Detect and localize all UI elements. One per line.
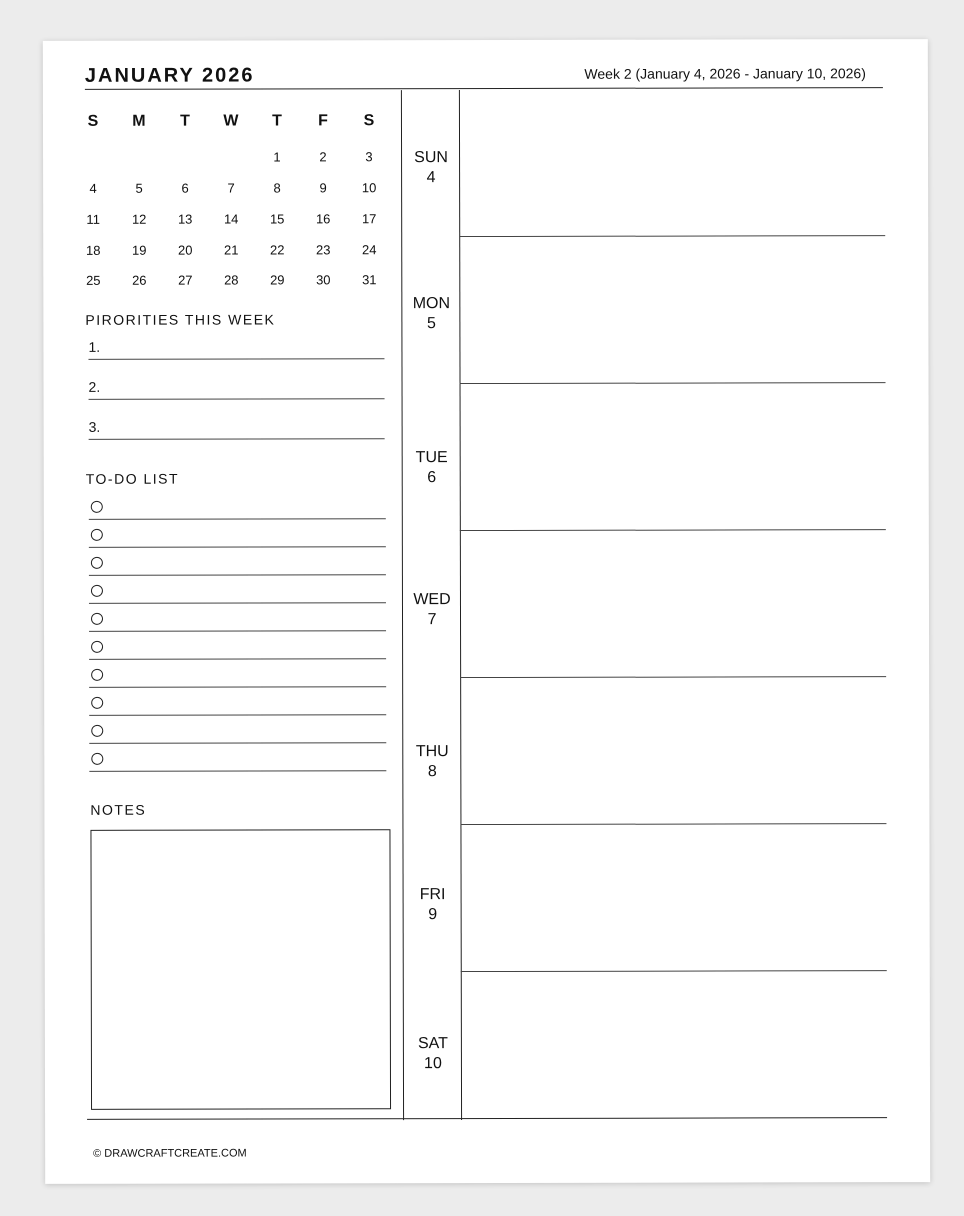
checkbox-circle-icon[interactable] — [91, 697, 103, 709]
checkbox-circle-icon[interactable] — [91, 557, 103, 569]
planner-page — [43, 39, 930, 1184]
calendar-day: 9 — [319, 180, 327, 196]
checkbox-circle-icon[interactable] — [91, 501, 103, 513]
priority-number: 1. — [88, 338, 101, 355]
day-number: 8 — [427, 763, 437, 781]
day-name: WED — [413, 591, 451, 609]
day-name: FRI — [419, 886, 446, 904]
checkbox-circle-icon[interactable] — [91, 613, 103, 625]
calendar-day: 27 — [178, 272, 193, 288]
day-label-sat — [405, 1034, 461, 1074]
todo-item[interactable] — [89, 550, 386, 576]
day-label-wed — [404, 590, 460, 630]
calendar-day: 19 — [131, 242, 147, 258]
day-name: SUN — [414, 149, 448, 167]
calendar-day: 15 — [269, 211, 285, 227]
calendar-day: 26 — [132, 272, 147, 288]
todo-item[interactable] — [89, 662, 386, 688]
calendar-day: 16 — [315, 211, 331, 227]
day-number: 10 — [424, 1055, 442, 1073]
bottom-divider — [87, 1117, 887, 1120]
day-name: SAT — [417, 1035, 448, 1053]
todo-heading: TO-DO LIST — [85, 470, 180, 487]
todo-item[interactable] — [89, 746, 386, 772]
todo-item[interactable] — [89, 494, 386, 520]
copyright-footer: © DRAWCRAFTCREATE.COM — [93, 1147, 247, 1160]
calendar-weekday: F — [318, 112, 328, 130]
calendar-weekday: T — [180, 112, 190, 130]
todo-item[interactable] — [89, 606, 386, 632]
day-label-tue — [404, 448, 460, 488]
calendar-day: 5 — [135, 180, 143, 196]
day-divider — [459, 235, 885, 237]
day-divider — [460, 529, 886, 531]
priority-line[interactable] — [88, 338, 384, 360]
day-label-sun — [403, 148, 459, 188]
day-number: 5 — [426, 315, 436, 333]
calendar-day: 10 — [361, 180, 377, 196]
calendar-day: 18 — [85, 242, 101, 258]
day-label-fri — [405, 885, 461, 925]
priority-line[interactable] — [89, 418, 385, 440]
calendar-day: 30 — [316, 272, 331, 288]
todo-item[interactable] — [89, 522, 386, 548]
calendar-day: 20 — [177, 242, 193, 258]
todo-item[interactable] — [89, 578, 386, 604]
day-name: THU — [415, 743, 449, 761]
day-number: 7 — [427, 611, 437, 629]
day-label-mon — [403, 294, 459, 334]
calendar-day: 25 — [86, 272, 101, 288]
day-divider — [461, 970, 887, 972]
todo-item[interactable] — [89, 690, 386, 716]
calendar-day: 22 — [269, 242, 285, 258]
checkbox-circle-icon[interactable] — [91, 669, 103, 681]
day-name: TUE — [415, 449, 448, 467]
calendar-day: 24 — [361, 242, 377, 258]
notes-box[interactable] — [90, 829, 391, 1110]
calendar-weekday: S — [87, 112, 99, 130]
calendar-day: 4 — [89, 180, 97, 196]
calendar-day: 11 — [86, 211, 100, 227]
calendar-day: 14 — [223, 211, 239, 227]
calendar-weekday: W — [223, 112, 239, 130]
priority-line[interactable] — [89, 378, 385, 400]
calendar-day: 3 — [365, 149, 373, 165]
checkbox-circle-icon[interactable] — [91, 529, 103, 541]
calendar-day: 17 — [361, 211, 377, 227]
calendar-day: 12 — [131, 211, 147, 227]
calendar-day: 7 — [227, 180, 235, 196]
checkbox-circle-icon[interactable] — [91, 641, 103, 653]
day-label-thu — [404, 742, 460, 782]
calendar-weekday: T — [272, 112, 282, 130]
checkbox-circle-icon[interactable] — [91, 585, 103, 597]
calendar-day: 23 — [315, 242, 331, 258]
priority-number: 3. — [88, 418, 101, 435]
calendar-day: 28 — [224, 272, 239, 288]
calendar-day: 31 — [362, 272, 377, 288]
calendar-day: 13 — [177, 211, 193, 227]
calendar-day: 8 — [273, 180, 281, 196]
day-number: 4 — [426, 169, 436, 187]
todo-item[interactable] — [89, 634, 386, 660]
page-title: JANUARY 2026 — [84, 64, 255, 87]
calendar-day: 29 — [270, 272, 285, 288]
todo-item[interactable] — [89, 718, 386, 744]
calendar-day: 1 — [273, 149, 281, 165]
day-divider — [460, 823, 886, 825]
calendar-day: 6 — [181, 180, 189, 196]
day-divider — [460, 676, 886, 678]
day-divider — [460, 382, 886, 384]
calendar-weekday: S — [363, 112, 375, 130]
week-range: Week 2 (January 4, 2026 - January 10, 2026) — [584, 65, 866, 82]
day-number: 9 — [428, 906, 438, 924]
day-name: MON — [412, 295, 451, 313]
day-number: 6 — [427, 469, 437, 487]
checkbox-circle-icon[interactable] — [91, 753, 103, 765]
calendar-weekday: M — [132, 112, 146, 130]
calendar-day: 2 — [319, 149, 327, 165]
calendar-day: 21 — [223, 242, 239, 258]
priority-number: 2. — [88, 378, 101, 395]
notes-heading: NOTES — [90, 801, 147, 818]
priorities-heading: PIRORITIES THIS WEEK — [85, 311, 276, 328]
checkbox-circle-icon[interactable] — [91, 725, 103, 737]
